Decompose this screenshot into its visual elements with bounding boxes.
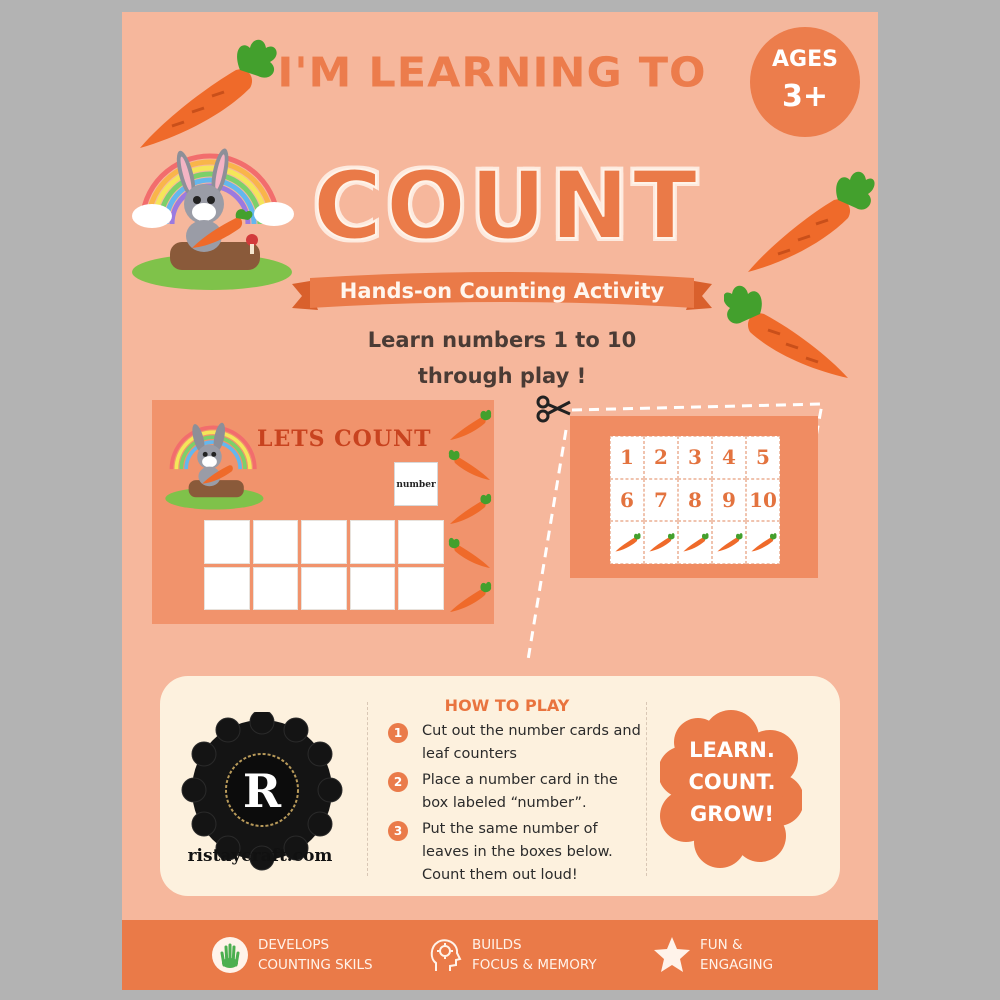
feature-line-2: ENGAGING [700,957,774,973]
number-card: 7 [644,479,678,522]
step-number: 2 [388,772,408,792]
number-card: 10 [746,479,780,522]
feature-fun [652,930,773,980]
ten-frame-cell [204,567,250,611]
carrot-counter [678,521,712,564]
number-card: 8 [678,479,712,522]
bunny-illustration [128,144,298,294]
step-text: Cut out the number cards and leaf counters [422,723,641,762]
number-card: 4 [712,436,746,479]
carrot-icon [446,580,492,616]
feature-line-2: COUNTING SKILS [258,957,373,973]
carrot-icon [742,162,878,280]
carrot-icon [448,448,494,484]
cloud-text [662,734,802,830]
divider [367,702,368,876]
carrot-icon [446,408,492,444]
ten-frame-cell [253,567,299,611]
carrot-icon [748,532,778,554]
worksheet-poster [122,12,878,990]
ten-frame-cell [204,520,250,564]
subtitle-line-1: Learn numbers 1 to 10 [367,328,637,352]
step-text: Put the same number of leaves in the boxes below. Count them out loud! [422,821,613,883]
ten-frame-cell [398,520,444,564]
carrot-icon [724,274,854,384]
step-text: Place a number card in the box labeled “number”. [422,772,618,811]
carrot-counter [712,521,746,564]
carrot-icon [612,532,642,554]
feature-line-2: FOCUS & MEMORY [472,957,597,973]
ribbon-text: Hands-on Counting Activity [339,279,665,303]
number-card: 6 [610,479,644,522]
card-title: LETS COUNT [257,426,432,452]
cloud-line-2: COUNT. [688,770,776,794]
carrot-counter [610,521,644,564]
star-icon [652,935,692,975]
carrot-counter [644,521,678,564]
carrot-icon [680,532,710,554]
divider [646,702,647,876]
cloud-line-3: GROW! [690,802,774,826]
ten-frame-cell [301,520,347,564]
ten-frame-cell [350,520,396,564]
number-card: 9 [712,479,746,522]
number-card: 5 [746,436,780,479]
ten-frame-cell [301,567,347,611]
feature-line-1: DEVELOPS [258,937,330,953]
brain-head-icon [424,935,464,975]
carrot-icon [446,492,492,528]
hand-icon [210,935,250,975]
number-box: number [394,462,438,506]
ages-badge [750,27,860,137]
feature-focus [424,930,597,980]
title-count: COUNT [312,152,701,261]
number-card: 1 [610,436,644,479]
feature-counting [210,930,373,980]
feature-line-1: FUN & [700,937,743,953]
carrot-counter [746,521,780,564]
subtitle-line-2: through play ! [417,364,587,388]
number-card: 3 [678,436,712,479]
step-number: 3 [388,821,408,841]
logo-letter: R [242,764,282,818]
ten-frame-cell [253,520,299,564]
ages-value: 3+ [781,79,828,114]
carrot-icon [714,532,744,554]
bunny-illustration-small [162,420,268,512]
carrot-icon [448,536,494,572]
title-top-line: I'M LEARNING TO [277,49,707,97]
scissors-icon [536,394,572,424]
number-card: 2 [644,436,678,479]
feature-line-1: BUILDS [472,937,522,953]
step-number: 1 [388,723,408,743]
ten-frame-cell [350,567,396,611]
ten-frame [204,520,444,610]
ages-label: AGES [772,47,838,72]
carrot-icon [132,30,282,155]
number-cards-grid [610,436,780,564]
cloud-line-1: LEARN. [689,738,775,762]
subtitle [322,322,682,394]
brand-website: ristaycraft.com [187,846,333,866]
ten-frame-cell [398,567,444,611]
how-to-play-title: HOW TO PLAY [444,696,570,715]
carrot-icon [646,532,676,554]
